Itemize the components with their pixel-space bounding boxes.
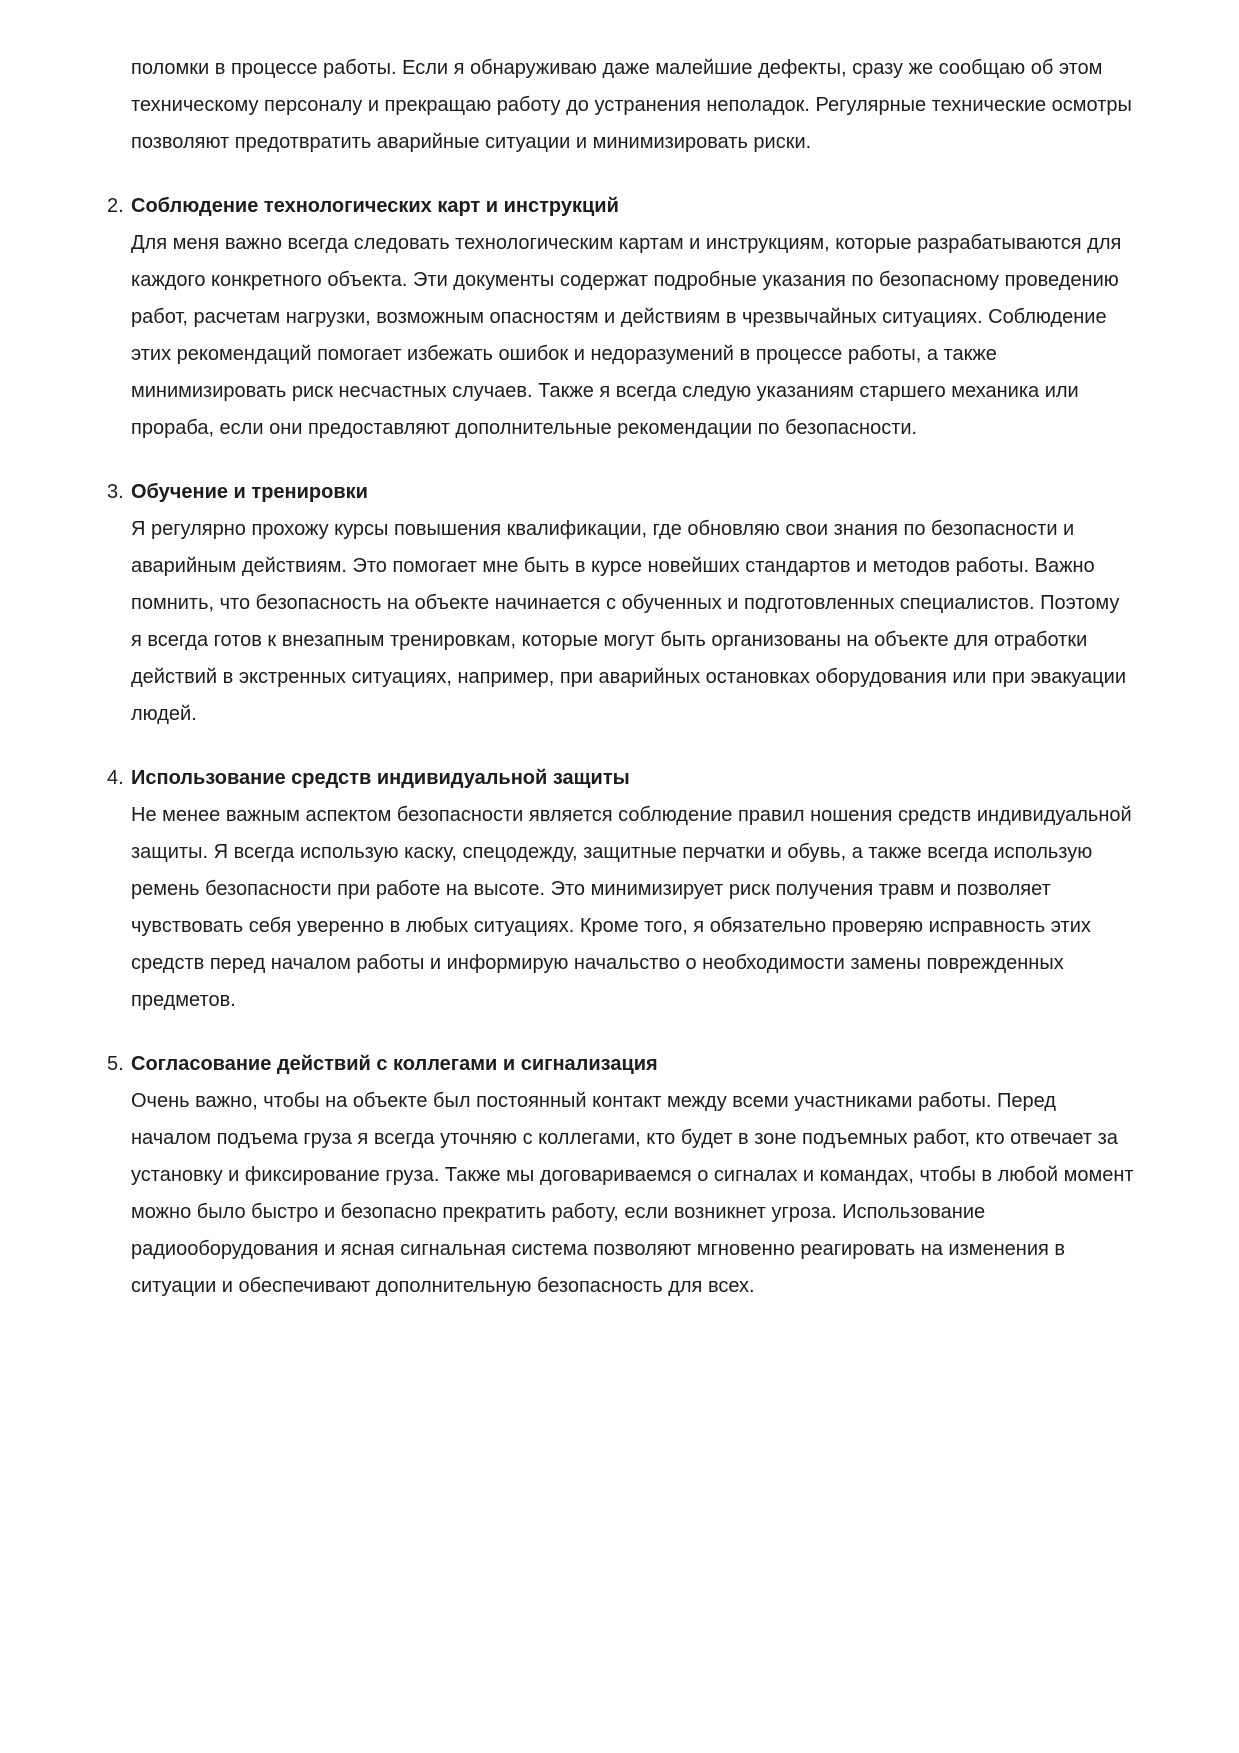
item-body: Для меня важно всегда следовать технологическим картам и инструкциям, которые разрабатываются для каждого конкретного объекта. Эти документы содержат подробные указания по безопасному проведению работ, расчетам нагрузки, возможным опасностям и действиям в чрезвычайных ситуациях. Соблюдение этих рекомендаций помогает избежать ошибок и недоразумений в процессе работы, а также минимизировать риск несчастных случаев. Также я всегда следую указаниям старшего механика или прораба, если они предоставляют дополнительные рекомендации по безопасности. (131, 232, 1122, 439)
list-item (107, 188, 1134, 447)
item-number: 4. (107, 767, 124, 789)
item-heading (107, 474, 1134, 511)
item-heading (107, 760, 1134, 797)
item-number: 3. (107, 481, 124, 503)
list-item (107, 1046, 1134, 1305)
item-number: 2. (107, 195, 124, 217)
item-body: Я регулярно прохожу курсы повышения квалификации, где обновляю свои знания по безопасности и аварийным действиям. Это помогает мне быть в курсе новейших стандартов и методов работы. Важно помнить, что безопасность на объекте начинается с обученных и подготовленных специалистов. Поэтому я всегда готов к внезапным тренировкам, которые могут быть организованы на объекте для отработки действий в экстренных ситуациях, например, при аварийных остановках оборудования или при эвакуации людей. (131, 518, 1126, 725)
item-heading (107, 188, 1134, 225)
item-body: Очень важно, чтобы на объекте был постоянный контакт между всеми участниками работы. Перед началом подъема груза я всегда уточняю с коллегами, кто будет в зоне подъемных работ, кто отвечает за установку и фиксирование груза. Также мы договариваемся о сигналах и командах, чтобы в любой момент можно было быстро и безопасно прекратить работу, если возникнет угроза. Использование радиооборудования и ясная сигнальная система позволяют мгновенно реагировать на изменения в ситуации и обеспечивают дополнительную безопасность для всех. (131, 1090, 1134, 1297)
intro-paragraph: поломки в процессе работы. Если я обнаруживаю даже малейшие дефекты, сразу же сообщаю об этом техническому персоналу и прекращаю работу до устранения неполадок. Регулярные технические осмотры позволяют предотвратить аварийные ситуации и минимизировать риски. (131, 57, 1132, 153)
item-title: Обучение и тренировки (131, 481, 368, 503)
item-number: 5. (107, 1053, 124, 1075)
item-title: Согласование действий с коллегами и сигнализация (131, 1053, 658, 1075)
list-item (107, 760, 1134, 1019)
list-item (107, 474, 1134, 733)
item-heading (107, 1046, 1134, 1083)
item-body: Не менее важным аспектом безопасности является соблюдение правил ношения средств индивидуальной защиты. Я всегда использую каску, спецодежду, защитные перчатки и обувь, а также всегда использую ремень безопасности при работе на высоте. Это минимизирует риск получения травм и позволяет чувствовать себя уверенно в любых ситуациях. Кроме того, я обязательно проверяю исправность этих средств перед началом работы и информирую начальство о необходимости замены поврежденных предметов. (131, 804, 1132, 1011)
item-title: Соблюдение технологических карт и инструкций (131, 195, 619, 217)
item-title: Использование средств индивидуальной защиты (131, 767, 630, 789)
